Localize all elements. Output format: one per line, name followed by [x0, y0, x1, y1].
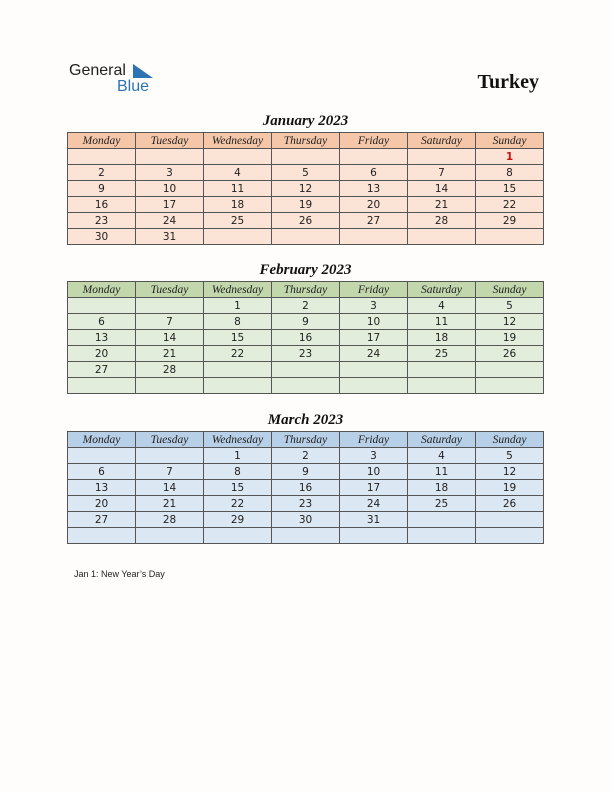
day-cell: 23: [272, 496, 340, 512]
week-row: [68, 512, 544, 528]
weekday-header: Wednesday: [204, 432, 272, 448]
week-row: [68, 378, 544, 394]
day-cell: [476, 229, 544, 245]
week-row: [68, 181, 544, 197]
day-cell: 18: [408, 330, 476, 346]
week-row: [68, 528, 544, 544]
day-cell: [136, 378, 204, 394]
day-cell: [272, 362, 340, 378]
weekday-header: Sunday: [476, 432, 544, 448]
day-cell: 11: [204, 181, 272, 197]
day-cell: 8: [204, 464, 272, 480]
weekday-header-row: [68, 432, 544, 448]
day-cell: 12: [272, 181, 340, 197]
week-row: [68, 496, 544, 512]
day-cell: 15: [476, 181, 544, 197]
day-cell: 2: [272, 298, 340, 314]
weekday-header: Saturday: [408, 432, 476, 448]
week-row: [68, 298, 544, 314]
day-cell: 24: [340, 346, 408, 362]
day-cell: 14: [408, 181, 476, 197]
weekday-header: Thursday: [272, 282, 340, 298]
logo-text-general: General: [69, 62, 126, 79]
day-cell: 9: [68, 181, 136, 197]
week-row: [68, 165, 544, 181]
day-cell: 17: [136, 197, 204, 213]
day-cell: [136, 298, 204, 314]
day-cell: [136, 149, 204, 165]
week-row: [68, 464, 544, 480]
weekday-header: Wednesday: [204, 282, 272, 298]
weekday-header: Tuesday: [136, 282, 204, 298]
week-row: [68, 346, 544, 362]
weekday-header: Tuesday: [136, 133, 204, 149]
day-cell: 1: [204, 298, 272, 314]
day-cell: 10: [136, 181, 204, 197]
calendar-table: [67, 281, 544, 394]
day-cell: 21: [136, 496, 204, 512]
day-cell: 4: [408, 448, 476, 464]
calendar-table: [67, 431, 544, 544]
day-cell: 28: [408, 213, 476, 229]
day-cell: [408, 229, 476, 245]
weekday-header: Friday: [340, 432, 408, 448]
day-cell: 1: [204, 448, 272, 464]
day-cell: [340, 362, 408, 378]
day-cell: 7: [136, 314, 204, 330]
month-february: [67, 261, 544, 394]
calendar-table: [67, 132, 544, 245]
day-cell: [68, 448, 136, 464]
day-cell: 12: [476, 314, 544, 330]
weekday-header-row: [68, 133, 544, 149]
weekday-header-row: [68, 282, 544, 298]
day-cell: 13: [68, 480, 136, 496]
weekday-header: Sunday: [476, 282, 544, 298]
day-cell: [340, 149, 408, 165]
day-cell: 4: [408, 298, 476, 314]
day-cell: 8: [476, 165, 544, 181]
day-cell: 30: [272, 512, 340, 528]
logo-triangle-icon: [133, 64, 153, 78]
day-cell: 29: [204, 512, 272, 528]
day-cell: 22: [204, 346, 272, 362]
day-cell: [204, 378, 272, 394]
day-cell: 7: [408, 165, 476, 181]
day-cell: 16: [272, 330, 340, 346]
day-cell: [272, 149, 340, 165]
day-cell: 26: [272, 213, 340, 229]
logo-text-blue: Blue: [117, 78, 150, 95]
day-cell: 15: [204, 330, 272, 346]
day-cell: 27: [340, 213, 408, 229]
day-cell: [408, 528, 476, 544]
day-cell: 28: [136, 362, 204, 378]
day-cell: 3: [340, 298, 408, 314]
day-cell: 29: [476, 213, 544, 229]
day-cell: 8: [204, 314, 272, 330]
day-cell: 12: [476, 464, 544, 480]
day-cell: 25: [204, 213, 272, 229]
day-cell: 5: [476, 298, 544, 314]
week-row: [68, 480, 544, 496]
month-title: March 2023: [267, 412, 344, 428]
week-row: [68, 330, 544, 346]
day-cell: 28: [136, 512, 204, 528]
day-cell: [272, 378, 340, 394]
week-row: [68, 314, 544, 330]
day-cell: 11: [408, 314, 476, 330]
day-cell: [340, 229, 408, 245]
day-cell: [476, 528, 544, 544]
day-cell: [408, 362, 476, 378]
holiday-notes: [74, 569, 165, 579]
day-cell: 21: [408, 197, 476, 213]
day-cell: [68, 149, 136, 165]
day-cell: 9: [272, 464, 340, 480]
day-cell: 25: [408, 346, 476, 362]
week-row: [68, 149, 544, 165]
day-cell: 23: [272, 346, 340, 362]
day-cell: [476, 512, 544, 528]
day-cell: 16: [272, 480, 340, 496]
day-cell: 3: [136, 165, 204, 181]
day-cell: [476, 378, 544, 394]
day-cell: 30: [68, 229, 136, 245]
day-cell: 24: [136, 213, 204, 229]
day-cell: [204, 362, 272, 378]
day-cell: [136, 528, 204, 544]
day-cell: [204, 229, 272, 245]
day-cell: 10: [340, 314, 408, 330]
week-row: [68, 197, 544, 213]
day-cell: 6: [340, 165, 408, 181]
week-row: [68, 448, 544, 464]
day-cell: [408, 149, 476, 165]
day-cell: 19: [476, 480, 544, 496]
weekday-header: Saturday: [408, 282, 476, 298]
week-row: [68, 362, 544, 378]
day-cell: 6: [68, 314, 136, 330]
day-cell: 27: [68, 362, 136, 378]
month-title: January 2023: [262, 113, 349, 129]
day-cell: [68, 298, 136, 314]
day-cell: 4: [204, 165, 272, 181]
day-cell: 10: [340, 464, 408, 480]
weekday-header: Saturday: [408, 133, 476, 149]
day-cell: 20: [68, 346, 136, 362]
month-march: [67, 411, 544, 544]
day-cell: 20: [68, 496, 136, 512]
day-cell: 6: [68, 464, 136, 480]
weekday-header: Thursday: [272, 133, 340, 149]
day-cell: 11: [408, 464, 476, 480]
day-cell: 16: [68, 197, 136, 213]
day-cell: 17: [340, 330, 408, 346]
day-cell: [204, 528, 272, 544]
day-cell: [476, 362, 544, 378]
generalblue-logo: [69, 62, 159, 96]
day-cell: 3: [340, 448, 408, 464]
day-cell: 22: [204, 496, 272, 512]
day-cell: 31: [340, 512, 408, 528]
day-cell: 26: [476, 346, 544, 362]
weekday-header: Thursday: [272, 432, 340, 448]
day-cell: 22: [476, 197, 544, 213]
day-cell: 19: [272, 197, 340, 213]
day-cell: 5: [476, 448, 544, 464]
day-cell: [272, 528, 340, 544]
week-row: [68, 213, 544, 229]
day-cell: 18: [204, 197, 272, 213]
day-cell: 26: [476, 496, 544, 512]
day-cell: 23: [68, 213, 136, 229]
weekday-header: Monday: [68, 432, 136, 448]
weekday-header: Monday: [68, 133, 136, 149]
month-title: February 2023: [259, 262, 352, 278]
weekday-header: Tuesday: [136, 432, 204, 448]
day-cell: 13: [68, 330, 136, 346]
country-title: Turkey: [477, 71, 539, 93]
day-cell: [408, 378, 476, 394]
day-cell: 13: [340, 181, 408, 197]
day-cell: 15: [204, 480, 272, 496]
day-cell: [340, 378, 408, 394]
day-cell: 31: [136, 229, 204, 245]
holiday-note: Jan 1: New Year’s Day: [74, 569, 165, 579]
day-cell: [68, 378, 136, 394]
day-cell: [408, 512, 476, 528]
day-cell: 2: [272, 448, 340, 464]
day-cell: 2: [68, 165, 136, 181]
day-cell: [204, 149, 272, 165]
day-cell: 9: [272, 314, 340, 330]
day-cell: 5: [272, 165, 340, 181]
week-row: [68, 229, 544, 245]
day-cell: 24: [340, 496, 408, 512]
day-cell: 14: [136, 330, 204, 346]
day-cell: 27: [68, 512, 136, 528]
day-cell: 7: [136, 464, 204, 480]
day-cell: 20: [340, 197, 408, 213]
weekday-header: Wednesday: [204, 133, 272, 149]
weekday-header: Monday: [68, 282, 136, 298]
day-cell: [340, 528, 408, 544]
day-cell: 25: [408, 496, 476, 512]
weekday-header: Friday: [340, 133, 408, 149]
day-cell: 17: [340, 480, 408, 496]
weekday-header: Friday: [340, 282, 408, 298]
day-cell: 19: [476, 330, 544, 346]
day-cell: 21: [136, 346, 204, 362]
month-january: [67, 112, 544, 245]
day-cell: 14: [136, 480, 204, 496]
weekday-header: Sunday: [476, 133, 544, 149]
day-cell: [68, 528, 136, 544]
day-cell: 18: [408, 480, 476, 496]
day-cell: 1: [476, 149, 544, 165]
day-cell: [272, 229, 340, 245]
day-cell: [136, 448, 204, 464]
